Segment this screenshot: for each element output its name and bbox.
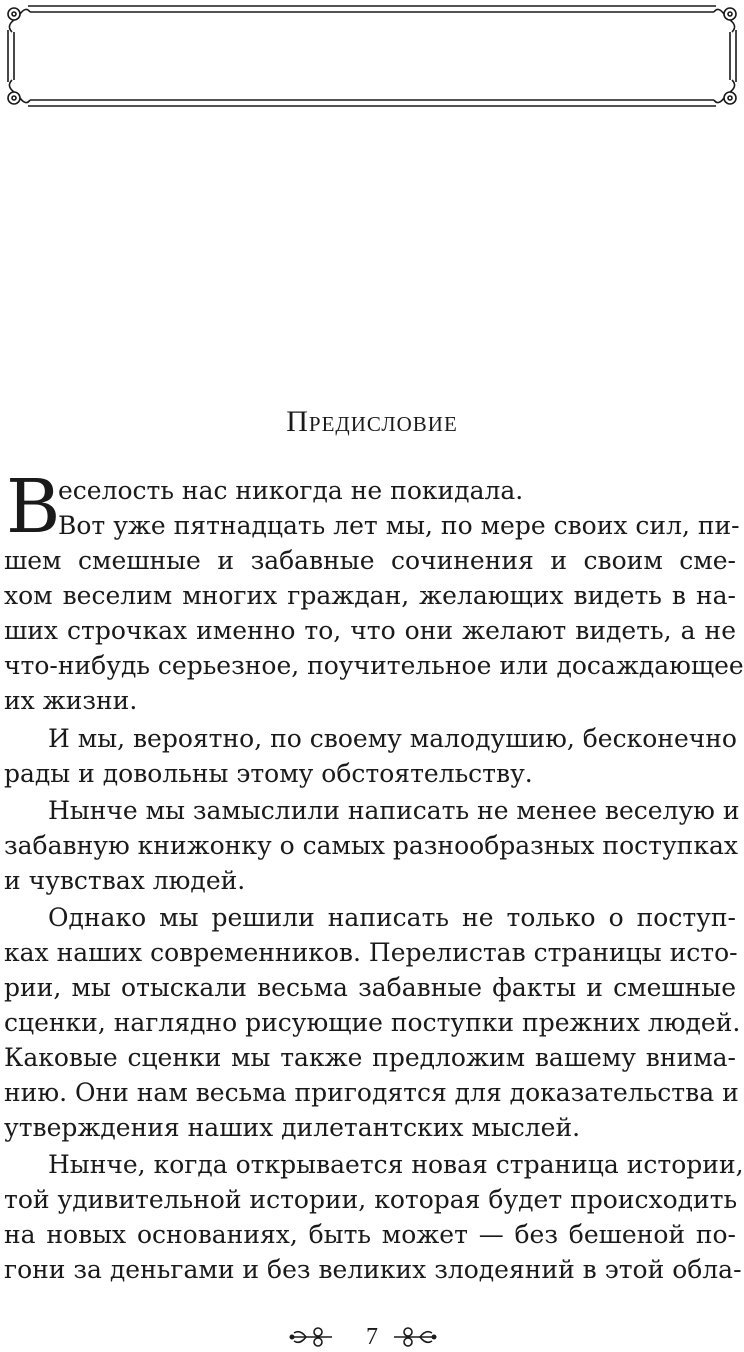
text-line: забавную книжонку о самых разнообразных поступках xyxy=(4,831,738,860)
drop-cap: В xyxy=(6,464,61,550)
text-line: на новых основаниях, быть может — без бешеной по- xyxy=(4,1220,736,1249)
text-line: что-нибудь серьезное, поучительное или досаждающее xyxy=(4,651,744,680)
text-line: рии, мы отыскали весьма забавные факты и смешные xyxy=(4,973,736,1002)
text-line: той удивительной истории, которая будет происходить xyxy=(4,1185,738,1214)
text-line: ших строчках именно то, что они желают видеть, а не xyxy=(4,616,736,645)
text-line: Нынче мы замыслили написать не менее веселую и xyxy=(48,796,740,825)
text-line: утверждения наших дилетантских мыслей. xyxy=(4,1113,581,1142)
text-line: Вот уже пятнадцать лет мы, по мере своих сил, пи- xyxy=(58,511,740,540)
ornamental-header-frame xyxy=(0,0,744,115)
text-line: шем смешные и забавные сочинения и своим сме- xyxy=(4,546,736,575)
text-line: ках наших современников. Перелистав страницы исто- xyxy=(4,938,738,967)
text-line: еселость нас никогда не покидала. xyxy=(58,476,524,505)
corner-scrolls xyxy=(8,8,736,104)
text-line: гони за деньгами и без великих злодеяний в этой обла- xyxy=(4,1255,742,1284)
text-line: Нынче, когда открывается новая страница истории, xyxy=(48,1150,744,1179)
text-line: нию. Они нам весьма пригодятся для доказательства и xyxy=(4,1078,739,1107)
chapter-title: Предисловие xyxy=(286,405,458,438)
text-line: Однако мы решили написать не только о поступ- xyxy=(48,903,736,932)
text-line: сценки, наглядно рисующие поступки прежних людей. xyxy=(4,1008,741,1037)
page-number: 7 xyxy=(366,1324,378,1350)
page-footer xyxy=(0,1322,744,1352)
text-line: и чувствах людей. xyxy=(4,866,246,895)
text-line: Каковые сценки мы также предложим вашему внима- xyxy=(4,1043,736,1072)
text-line: их жизни. xyxy=(4,686,138,715)
text-line: рады и довольны этому обстоятельству. xyxy=(4,759,533,788)
text-line: хом веселим многих граждан, желающих видеть в на- xyxy=(4,581,736,610)
text-line: И мы, вероятно, по своему малодушию, бесконечно xyxy=(48,724,737,753)
flourish-icon xyxy=(392,1326,438,1348)
